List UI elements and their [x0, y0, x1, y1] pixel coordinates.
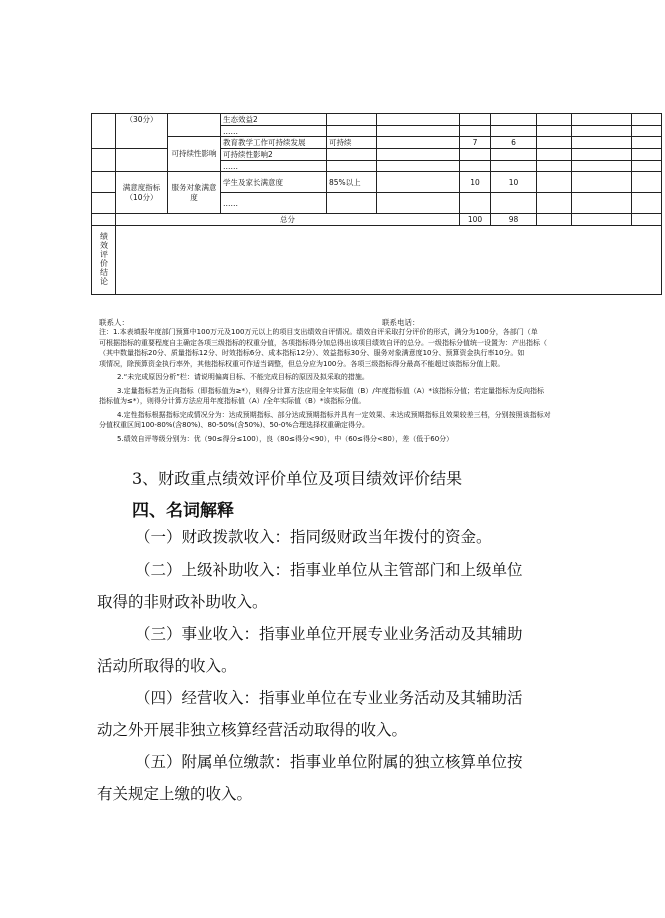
note-line: 可根据指标的重要程度自主确定各项三级指标的权重分值，各项指标得分加总得出该项目绩效自评的总分。一级指标分值统一设置为：产出指标（ [99, 338, 547, 347]
sustain-actual: 6 [491, 137, 537, 149]
note-line: （其中数量指标20分、质量指标12分、时效指标6分、成本指标12分）、效益指标30分、服务对象满意度10分、预算资金执行率10分。如 [99, 349, 525, 357]
note-line: 指标值为≤*），则得分计算方法应用年度指标值（A）/全年实际值（B）*该指标分值。 [99, 397, 366, 405]
note-line: 2.“未完成原因分析”栏：请说明偏离目标、不能完成目标的原因及拟采取的措施。 [117, 373, 369, 381]
table-cell-empty [168, 114, 221, 137]
table-notes [99, 327, 659, 444]
dimension-score-label: （30分） [116, 114, 168, 149]
note-line: 分值权重区间100-80%(含80%)、80-50%(含50%)、50-0%合理选择权重确定得分。 [99, 421, 370, 429]
note-line: 4.定性指标根据指标完成情况分为：达成预期指标、部分达成预期指标并具有一定效果、未达成预期指标且效果较差三档，分别按照该指标对 [117, 410, 551, 419]
sustain-impact-label: 可持续性影响 [168, 137, 221, 172]
term-first-line: （二）上级补助收入：指事业单位从主管部门和上级单位 [135, 561, 523, 579]
contact-person: 联系人： [99, 318, 129, 327]
note-line: 注：1.本表填报年度部门预算中100万元及100万元以上的项目支出绩效自评情况。绩效自评采取打分评价的形式，满分为100分，各部门（单 [99, 328, 538, 336]
satisfaction-actual: 10 [491, 172, 537, 193]
term-first-line: （一）财政拨款收入：指同级财政当年拨付的资金。 [135, 528, 492, 546]
term-first-line: （三）事业收入：指事业单位开展专业业务活动及其辅助 [135, 625, 523, 643]
term-rest-line: 动之外开展非独立核算经营活动取得的收入。 [97, 721, 408, 739]
table-cell-empty [92, 172, 116, 193]
conclusion-label: 绩效评价结论 [99, 232, 109, 286]
satisfaction-label: 满意度指标（10分） [116, 172, 168, 214]
sustain-score: 7 [460, 137, 491, 149]
table-cell-empty [92, 149, 116, 172]
table-cell-empty [92, 214, 116, 226]
sustain-target: 可持续 [327, 137, 377, 149]
table-cell-empty [92, 114, 116, 149]
total-score: 100 [460, 214, 491, 226]
term-first-line: （四）经营收入：指事业单位在专业业务活动及其辅助活 [135, 689, 523, 707]
section-heading-3: 3、财政重点绩效评价单位及项目绩效评价结果 [132, 469, 463, 488]
conclusion-label-cell [92, 226, 116, 295]
term-first-line: （五）附属单位缴款：指事业单位附属的独立核算单位按 [135, 753, 523, 771]
term-paragraph [97, 521, 657, 553]
table-cell-empty [92, 193, 116, 214]
table-cell-empty [116, 149, 168, 172]
conclusion-content [116, 226, 662, 295]
note-line: 5.绩效自评等级分别为：优（90≤得分≤100），良（80≤得分<90），中（60≤得分<80），差（低于60分） [117, 434, 454, 443]
satisfaction-score: 10 [460, 172, 491, 193]
term-paragraph [97, 554, 657, 618]
note-line: 3.定量指标若为正向指标（即指标值为≥*），则得分计算方法应用全年实际值（B）/年度指标值（A）*该指标分值；若定量指标为反向指标 [117, 386, 544, 395]
ellipsis: …… [221, 126, 327, 137]
term-rest-line: 取得的非财政补助收入。 [97, 593, 268, 611]
performance-table [91, 113, 662, 295]
section-heading-4: 四、名词解释 [132, 501, 234, 521]
satisfaction-item: 学生及家长满意度 [221, 172, 327, 193]
term-rest-line: 活动所取得的收入。 [97, 657, 237, 675]
sustain-item: 教育教学工作可持续发展 [221, 137, 327, 149]
ellipsis: …… [221, 161, 327, 172]
total-label: 总分 [116, 214, 460, 226]
ellipsis: …… [221, 193, 327, 214]
contact-phone: 联系电话： [382, 318, 420, 327]
service-label: 服务对象满意度 [168, 172, 221, 214]
term-paragraph [97, 746, 657, 810]
sustain-impact-2: 可持续性影响2 [221, 149, 327, 161]
satisfaction-target: 85%以上 [327, 172, 377, 193]
note-line: 项情况，除预算资金执行率外，其他指标权重可作适当调整，但总分应为100分。各项三级指标得分最高不能超过该指标分值上限。 [99, 359, 505, 368]
eco-benefit-item: 生态效益2 [221, 114, 327, 126]
total-actual: 98 [491, 214, 537, 226]
term-rest-line: 有关规定上缴的收入。 [97, 785, 253, 803]
term-paragraph [97, 682, 657, 746]
term-paragraph [97, 618, 657, 682]
